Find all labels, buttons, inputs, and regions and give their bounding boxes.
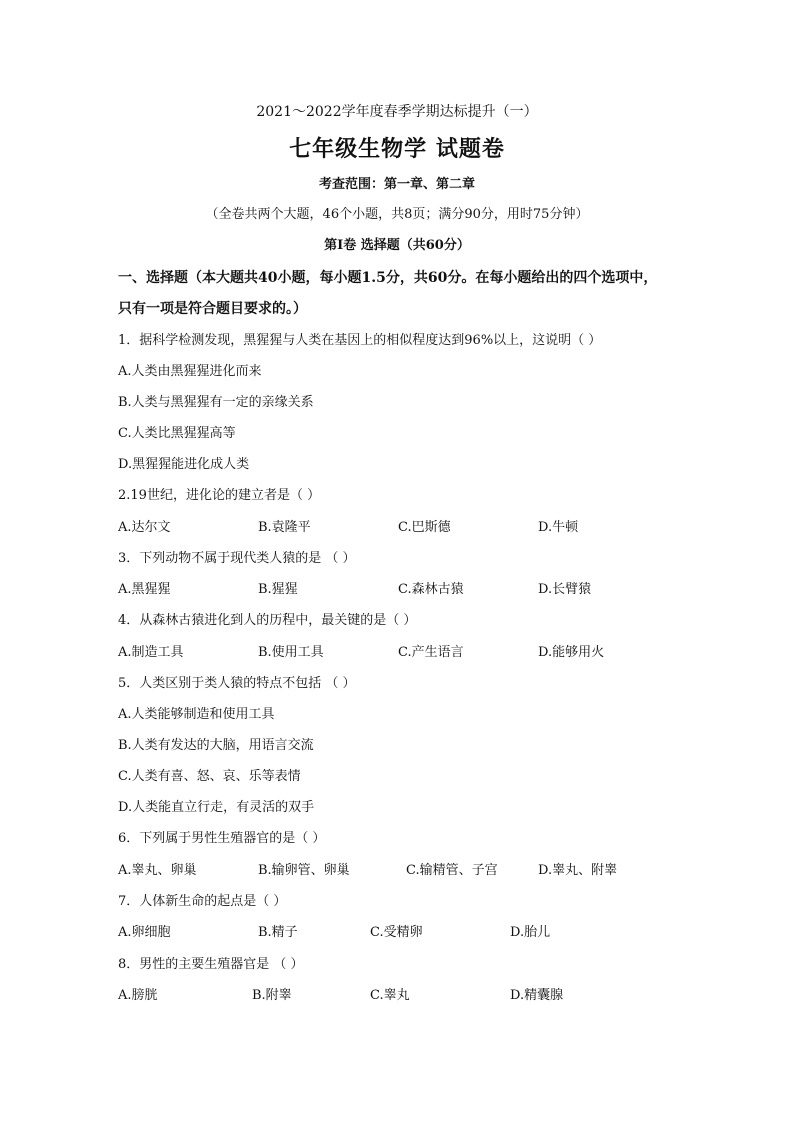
question-2-option-b: B.袁隆平 — [258, 520, 311, 535]
exam-term-header: 2021～2022学年度春季学期达标提升（一） — [256, 104, 538, 120]
question-1-option-c: C.人类比黑猩猩高等 — [118, 426, 236, 441]
question-1-option-a: A.人类由黑猩猩进化而来 — [118, 364, 262, 379]
section-heading-line-2: 只有一项是符合题目要求的。） — [118, 301, 307, 317]
question-6-option-d: D.睾丸、附睾 — [538, 863, 618, 878]
question-2-option-d: D.牛顿 — [538, 520, 579, 535]
question-4-option-c: C.产生语言 — [398, 645, 464, 660]
question-4-option-b: B.使用工具 — [258, 645, 324, 660]
question-8-option-d: D.精囊腺 — [510, 988, 564, 1003]
volume-heading: 第Ⅰ卷 选择题（共60分） — [324, 238, 470, 253]
question-4-option-a: A.制造工具 — [118, 645, 184, 660]
question-1-option-b: B.人类与黑猩猩有一定的亲缘关系 — [118, 395, 314, 410]
question-6-option-c: C.输精管、子宫 — [406, 863, 498, 878]
question-6-option-a: A.睾丸、卵巢 — [118, 863, 197, 878]
question-8-option-b: B.附睾 — [252, 988, 292, 1003]
section-heading-line-1: 一、选择题（本大题共40小题，每小题1.5分，共60分。在每小题给出的四个选项中， — [118, 270, 658, 286]
question-1-option-d: D.黑猩猩能进化成人类 — [118, 457, 250, 472]
question-7-option-b: B.精子 — [258, 925, 298, 940]
question-6-stem: 6．下列属于男性生殖器官的是（ ） — [118, 831, 326, 846]
question-8-option-c: C.睾丸 — [370, 988, 410, 1003]
question-8-option-a: A.膀胱 — [118, 988, 158, 1003]
question-8-stem: 8．男性的主要生殖器官是 （ ） — [118, 957, 304, 972]
question-5-option-d: D.人类能直立行走，有灵活的双手 — [118, 800, 315, 815]
question-5-stem: 5．人类区别于类人猿的特点不包括 （ ） — [118, 676, 356, 691]
question-3-option-a: A.黑猩猩 — [118, 582, 171, 597]
question-3-stem: 3．下列动物不属于现代类人猿的是 （ ） — [118, 551, 356, 566]
question-7-option-d: D.胎儿 — [510, 925, 551, 940]
question-4-stem: 4．从森林古猿进化到人的历程中，最关键的是（ ） — [118, 613, 417, 628]
question-7-option-c: C.受精卵 — [370, 925, 423, 940]
question-2-option-a: A.达尔文 — [118, 520, 171, 535]
question-1-stem: 1．据科学检测发现，黑猩猩与人类在基因上的相似程度达到96%以上，这说明（ ） — [118, 333, 602, 348]
question-3-option-d: D.长臂猿 — [538, 582, 592, 597]
question-5-option-b: B.人类有发达的大脑，用语言交流 — [118, 738, 314, 753]
question-4-option-d: D.能够用火 — [538, 645, 605, 660]
exam-info: （全卷共两个大题，46个小题，共8页；满分90分，用时75分钟） — [205, 207, 589, 222]
exam-scope: 考查范围：第一章、第二章 — [318, 177, 475, 192]
question-5-option-c: C.人类有喜、怒、哀、乐等表情 — [118, 769, 301, 784]
question-7-stem: 7．人体新生命的起点是（ ） — [118, 894, 287, 909]
question-7-option-a: A.卵细胞 — [118, 925, 171, 940]
exam-title: 七年级生物学 试题卷 — [289, 136, 505, 162]
question-3-option-c: C.森林古猿 — [398, 582, 464, 597]
question-2-option-c: C.巴斯德 — [398, 520, 451, 535]
question-6-option-b: B.输卵管、卵巢 — [258, 863, 350, 878]
question-5-option-a: A.人类能够制造和使用工具 — [118, 707, 275, 722]
question-3-option-b: B.猩猩 — [258, 582, 298, 597]
question-2-stem: 2.19世纪，进化论的建立者是（ ） — [118, 488, 321, 503]
